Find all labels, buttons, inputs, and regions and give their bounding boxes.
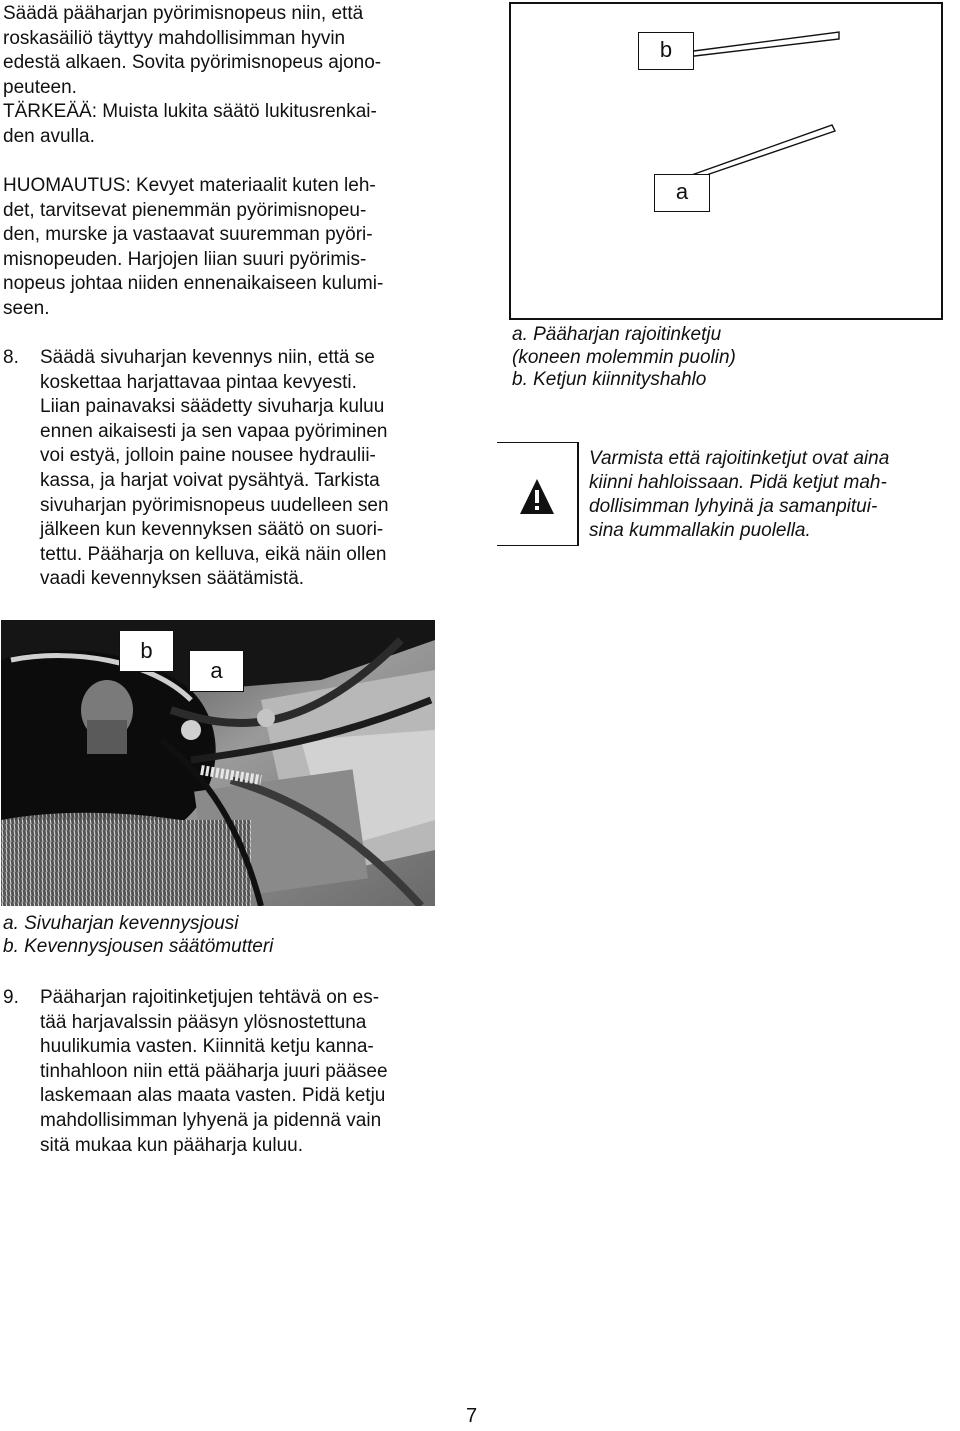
step-number: 8. xyxy=(3,347,19,368)
photo-label-a: a xyxy=(189,650,244,692)
photo-label-b: b xyxy=(119,630,174,672)
note-paragraph: HUOMAUTUS: Kevyet materiaalit kuten leh- det, tarvitsevat pienemmän pyörimisnopeu- den, murske ja vastaavat suuremman pyöri- misnopeuden. Harjojen liian suuri pyörimis- nopeus johtaa niiden ennenaikaiseen kulumi- seen. xyxy=(3,175,384,319)
photo-caption: a. Sivuharjan kevennysjousi b. Kevennysjousen säätömutteri xyxy=(3,913,274,957)
page-number: 7 xyxy=(466,1405,478,1427)
warning-icon-cell xyxy=(497,442,577,546)
callout-lines xyxy=(511,4,945,322)
warning-text: Varmista että rajoitinketjut ovat aina kiinni hahloissaan. Pidä ketjut mah- dollisimman lyhyinä ja samanpitui- sina kummallakin puolella. xyxy=(589,448,890,541)
step-body: Pääharjan rajoitinketjujen tehtävä on es- tää harjavalssin pääsyn ylösnostettuna huulikumia vasten. Kiinnitä ketju kanna- tinhahloon niin että pääharja juuri pääsee laskemaan alas maata vasten. Pidä ketju mahdollisimman lyhyenä ja pidennä vain sitä mukaa kun pääharja kuluu. xyxy=(40,987,388,1156)
step-body: Säädä sivuharjan kevennys niin, että se koskettaa harjattavaa pintaa kevyesti. Liian painavaksi säädetty sivuharja kuluu ennen aikaisesti ja sen vapaa pyöriminen voi estyä, jolloin paine nousee hydraulii- kassa, ja harjat voivat pysähtyä. Tarkista sivuharjan pyörimisnopeus uudelleen sen jälkeen kun kevennyksen säätö on suori- tettu. Pääharja on kelluva, eikä näin ollen vaadi kevennyksen säätämistä. xyxy=(40,347,389,590)
intro-paragraph: Säädä pääharjan pyörimisnopeus niin, että roskasäiliö täyttyy mahdollisimman hyvin edestä alkaen. Sovita pyörimisnopeus ajono- peuteen. TÄRKEÄÄ: Muista lukita säätö lukitusrenkai- den avulla. xyxy=(3,3,382,147)
brush-photo xyxy=(1,620,435,906)
chain-figure-caption: a. Pääharjan rajoitinketju (koneen molemmin puolin) b. Ketjun kiinnityshahlo xyxy=(512,324,736,390)
callout-a: a xyxy=(654,174,710,212)
step-number: 9. xyxy=(3,987,19,1008)
step-8 xyxy=(3,346,439,596)
warning-box xyxy=(497,442,949,546)
chain-figure xyxy=(509,2,943,320)
step-9 xyxy=(3,986,439,1166)
warning-triangle-icon xyxy=(497,443,577,547)
warning-separator xyxy=(577,442,579,546)
callout-b: b xyxy=(638,32,694,70)
